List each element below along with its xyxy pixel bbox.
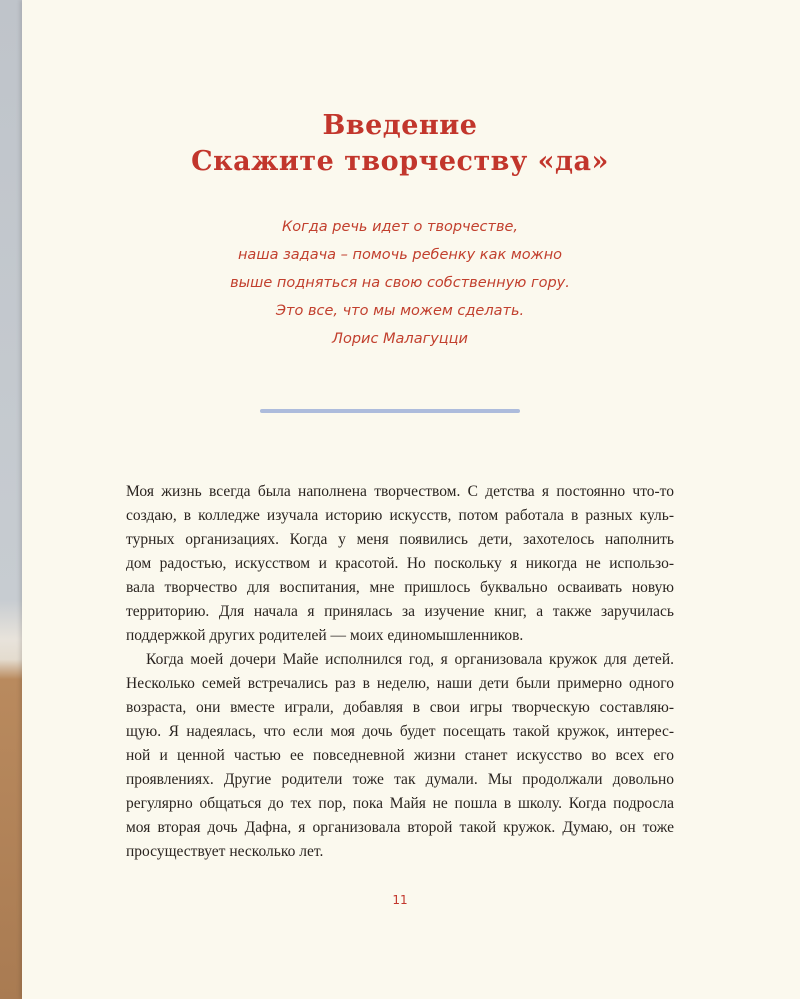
- epigraph-line: выше подняться на свою собственную гору.: [230, 275, 570, 291]
- background-edge: [0, 0, 22, 999]
- body-text-line: Когда моей дочери Майе исполнился год, я организовала кружок для детей.: [146, 651, 674, 668]
- body-text-line: ной и ценной частью ее повседневной жизни станет искусство во всех его: [126, 747, 674, 764]
- chapter-heading-line-2: Скажите творчеству «да»: [191, 146, 609, 177]
- body-text-line: щую. Я надеялась, что если моя дочь будет посещать такой кружок, интерес-: [126, 723, 674, 740]
- epigraph-author: Лорис Малагуцци: [332, 331, 468, 347]
- section-divider: [260, 409, 520, 413]
- body-text-line: возраста, они вместе играли, добавляя в свои игры творческую составляю-: [126, 699, 674, 716]
- book-page: [22, 0, 800, 999]
- body-text-line: моя вторая дочь Дафна, я организовала второй такой кружок. Думаю, он тоже: [126, 819, 674, 836]
- epigraph-line: Это все, что мы можем сделать.: [275, 303, 525, 319]
- body-text-line: вала творчество для воспитания, мне пришлось буквально осваивать новую: [126, 579, 674, 596]
- body-text-line: Моя жизнь всегда была наполнена творчеством. С детства я постоянно что-то: [126, 483, 674, 500]
- body-text-line: проявлениях. Другие родители тоже так думали. Мы продолжали довольно: [126, 771, 674, 788]
- body-text-line: Несколько семей встречались раз в неделю, наши дети были примерно одного: [126, 675, 674, 692]
- body-text-line: дом радостью, искусством и красотой. Но поскольку я никогда не использо-: [126, 555, 674, 572]
- body-text-line: просуществует несколько лет.: [126, 843, 324, 860]
- epigraph-line: Когда речь идет о творчестве,: [281, 219, 519, 235]
- body-text-line: территорию. Для начала я принялась за изучение книг, а также заручилась: [126, 603, 674, 620]
- body-text-line: регулярно общаться до тех пор, пока Майя не пошла в школу. Когда подросла: [126, 795, 674, 812]
- chapter-heading-line-1: Введение: [322, 110, 478, 141]
- epigraph-line: наша задача – помочь ребенку как можно: [237, 247, 563, 263]
- body-text-line: поддержкой других родителей — моих единомышленников.: [126, 627, 524, 644]
- body-text-line: турных организациях. Когда у меня появились дети, захотелось наполнить: [126, 531, 674, 548]
- body-text-line: создаю, в колледже изучала историю искусств, потом работала в разных куль-: [126, 507, 674, 524]
- page-number: 11: [392, 893, 408, 907]
